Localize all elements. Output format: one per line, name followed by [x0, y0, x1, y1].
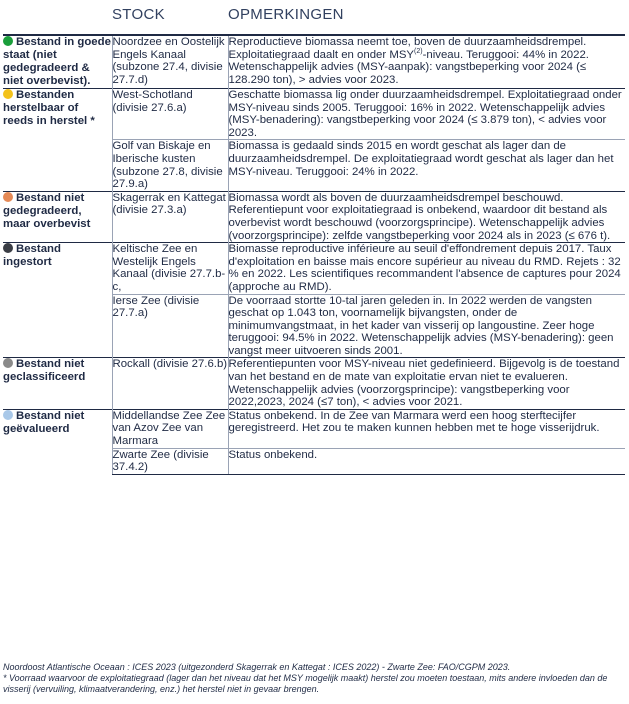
- stock-cell: Golf van Biskaje en Iberische kusten (subzone 27.8, divisie 27.9.a): [112, 140, 228, 191]
- category-label: Bestand niet geëvalueerd: [3, 409, 85, 435]
- remark-cell: [228, 191, 625, 242]
- status-dot-icon: [3, 358, 13, 368]
- table-row: [3, 409, 625, 448]
- table-row: [3, 243, 625, 294]
- header-remarks: OPMERKINGEN: [228, 6, 625, 35]
- remark-cell: [228, 358, 625, 409]
- table-row: [3, 89, 625, 140]
- stock-cell: West-Schotland (divisie 27.6.a): [112, 89, 228, 140]
- stock-cell: Skagerrak en Kattegat (divisie 27.3.a): [112, 191, 228, 242]
- status-dot-icon: [3, 410, 13, 420]
- table-row: [3, 358, 625, 409]
- stock-status-table: [3, 6, 625, 475]
- status-dot-icon: [3, 243, 13, 253]
- category-label: Bestand in goede staat (niet gedegradeerd & niet overbevist).: [3, 36, 111, 87]
- category-cell: [3, 191, 112, 242]
- remark-text: De voorraad stortte 10-tal jaren geleden in. In 2022 werden de vangsten geschat op 1.043 ton, voornamelijk bijvangsten, onder de minimumvangstmaat, in het kader van visserij op langoustine. Zeer hoge teruggooi: 94.5% in 2022. Wetenschappelijk advies (MSY-benadering): geen vangst meer uitvoeren sinds 2001.: [228, 294, 614, 357]
- stock-cell: Middellandse Zee Zee van Azov Zee van Marmara: [112, 409, 228, 448]
- category-cell: [3, 35, 112, 89]
- status-dot-icon: [3, 36, 13, 46]
- remark-cell: [228, 140, 625, 191]
- status-dot-icon: [3, 192, 13, 202]
- remark-text: Biomassa is gedaald sinds 2015 en wordt geschat als lager dan de duurzaamheidsdrempel. De exploitatiegraad wordt geschat als lager dan het MSY-niveau. Teruggooi: 24% in 2022.: [228, 140, 614, 178]
- remark-cell: [228, 243, 625, 294]
- stock-cell: Keltische Zee en Westelijk Engels Kanaal (divisie 27.7.b-c,: [112, 243, 228, 294]
- stock-cell: Rockall (divisie 27.6.b): [112, 358, 228, 409]
- stock-cell: Noordzee en Oostelijk Engels Kanaal (subzone 27.4, divisie 27.7.d): [112, 35, 228, 89]
- stock-cell: Ierse Zee (divisie 27.7.a): [112, 294, 228, 358]
- category-cell: [3, 409, 112, 474]
- status-dot-icon: [3, 89, 13, 99]
- category-label: Bestanden herstelbaar of reeds in herstel *: [3, 89, 95, 127]
- footnotes: [3, 662, 625, 695]
- remark-text-cont: -niveau. Teruggooi: 44% in 2022. Wetenschappelijk advies (MSY-aanpak): vangstbeperking voor 2024 (≤ 128.290 ton), > advies voor 2023.: [228, 48, 589, 86]
- remark-text: Biomasse reproductive inférieure au seuil d'effondrement depuis 2017. Taux d'exploitation en baisse mais encore supérieur au niveau du RMD. Rejets : 32 % en 2022. Les scientifiques recommandent l'absence de captures pour 2024 (approche au RMD).: [228, 243, 621, 293]
- table-row: [3, 35, 625, 89]
- remark-text: Reproductieve biomassa neemt toe, boven de duurzaamheidsdrempel. Exploitatiegraad daalt en onder MSY: [228, 36, 587, 61]
- category-cell: [3, 243, 112, 358]
- category-label: Bestand niet gedegradeerd, maar overbevist: [3, 191, 91, 230]
- remark-text: Referentiepunten voor MSY-niveau niet gedefinieerd. Bijgevolg is de toestand van het bestand en de mate van exploitatie ervan niet te evalueren. Wetenschappelijk advies (voorzorgsprincipe): vangstbeperking voor 2022,2023, 2024 (≤7 ton), < advies voor 2021.: [228, 358, 620, 409]
- remark-text: Biomassa wordt als boven de duurzaamheidsdrempel beschouwd. Referentiepunt voor exploitatiegraad is onbekend, waardoor dit bestand als overbevist wordt beschouwd (voorzorgsprincipe). Wetenschappelijk advies (voorzorgsprincipe): zelfde vangstbeperking voor 2024 als in 2023 (≤ 676 t).: [228, 191, 611, 242]
- remark-cell: [228, 35, 625, 89]
- remark-text: Status onbekend.: [228, 448, 318, 461]
- category-label: Bestand ingestort: [3, 243, 61, 269]
- asterisk-note: * Voorraad waarvoor de exploitatiegraad (lager dan het niveau dat het MSY mogelijk maakt) herstel zou moeten toestaan, mits andere invloeden dan de visserij (vervuiling, klimaatverandering, enz.) het herstel niet in gevaar brengen.: [3, 673, 608, 694]
- remark-cell: [228, 294, 625, 358]
- table-body: [3, 35, 625, 474]
- remark-cell: [228, 409, 625, 448]
- stock-cell: Zwarte Zee (divisie 37.4.2): [112, 448, 228, 474]
- remark-cell: [228, 448, 625, 474]
- source-note: Noordoost Atlantische Oceaan : ICES 2023 (uitgezonderd Skagerrak en Kattegat : ICES 2022) - Zwarte Zee: FAO/CGPM 2023.: [3, 662, 511, 672]
- remark-text: Geschatte biomassa lig onder duurzaamheidsdrempel. Exploitatiegraad onder MSY-niveau sinds 2005. Teruggooi: 16% in 2022. Wetenschappelijk advies (MSY-benadering): vangstbeperking voor 2024 (≤ 3.879 ton), < advies voor 2023.: [228, 89, 622, 139]
- remark-cell: [228, 89, 625, 140]
- category-cell: [3, 89, 112, 192]
- remark-text: Status onbekend. In de Zee van Marmara werd een hoog sterftecijfer geregistreerd. Het zou te maken kunnen hebben met te hoge visserijdruk.: [228, 409, 600, 435]
- table-row: [3, 191, 625, 242]
- category-cell: [3, 358, 112, 409]
- footnote-ref: (2): [414, 47, 423, 55]
- header-stock: STOCK: [112, 6, 228, 35]
- header-category: [3, 6, 112, 35]
- category-label: Bestand niet geclassificeerd: [3, 358, 86, 384]
- table-header-row: [3, 6, 625, 35]
